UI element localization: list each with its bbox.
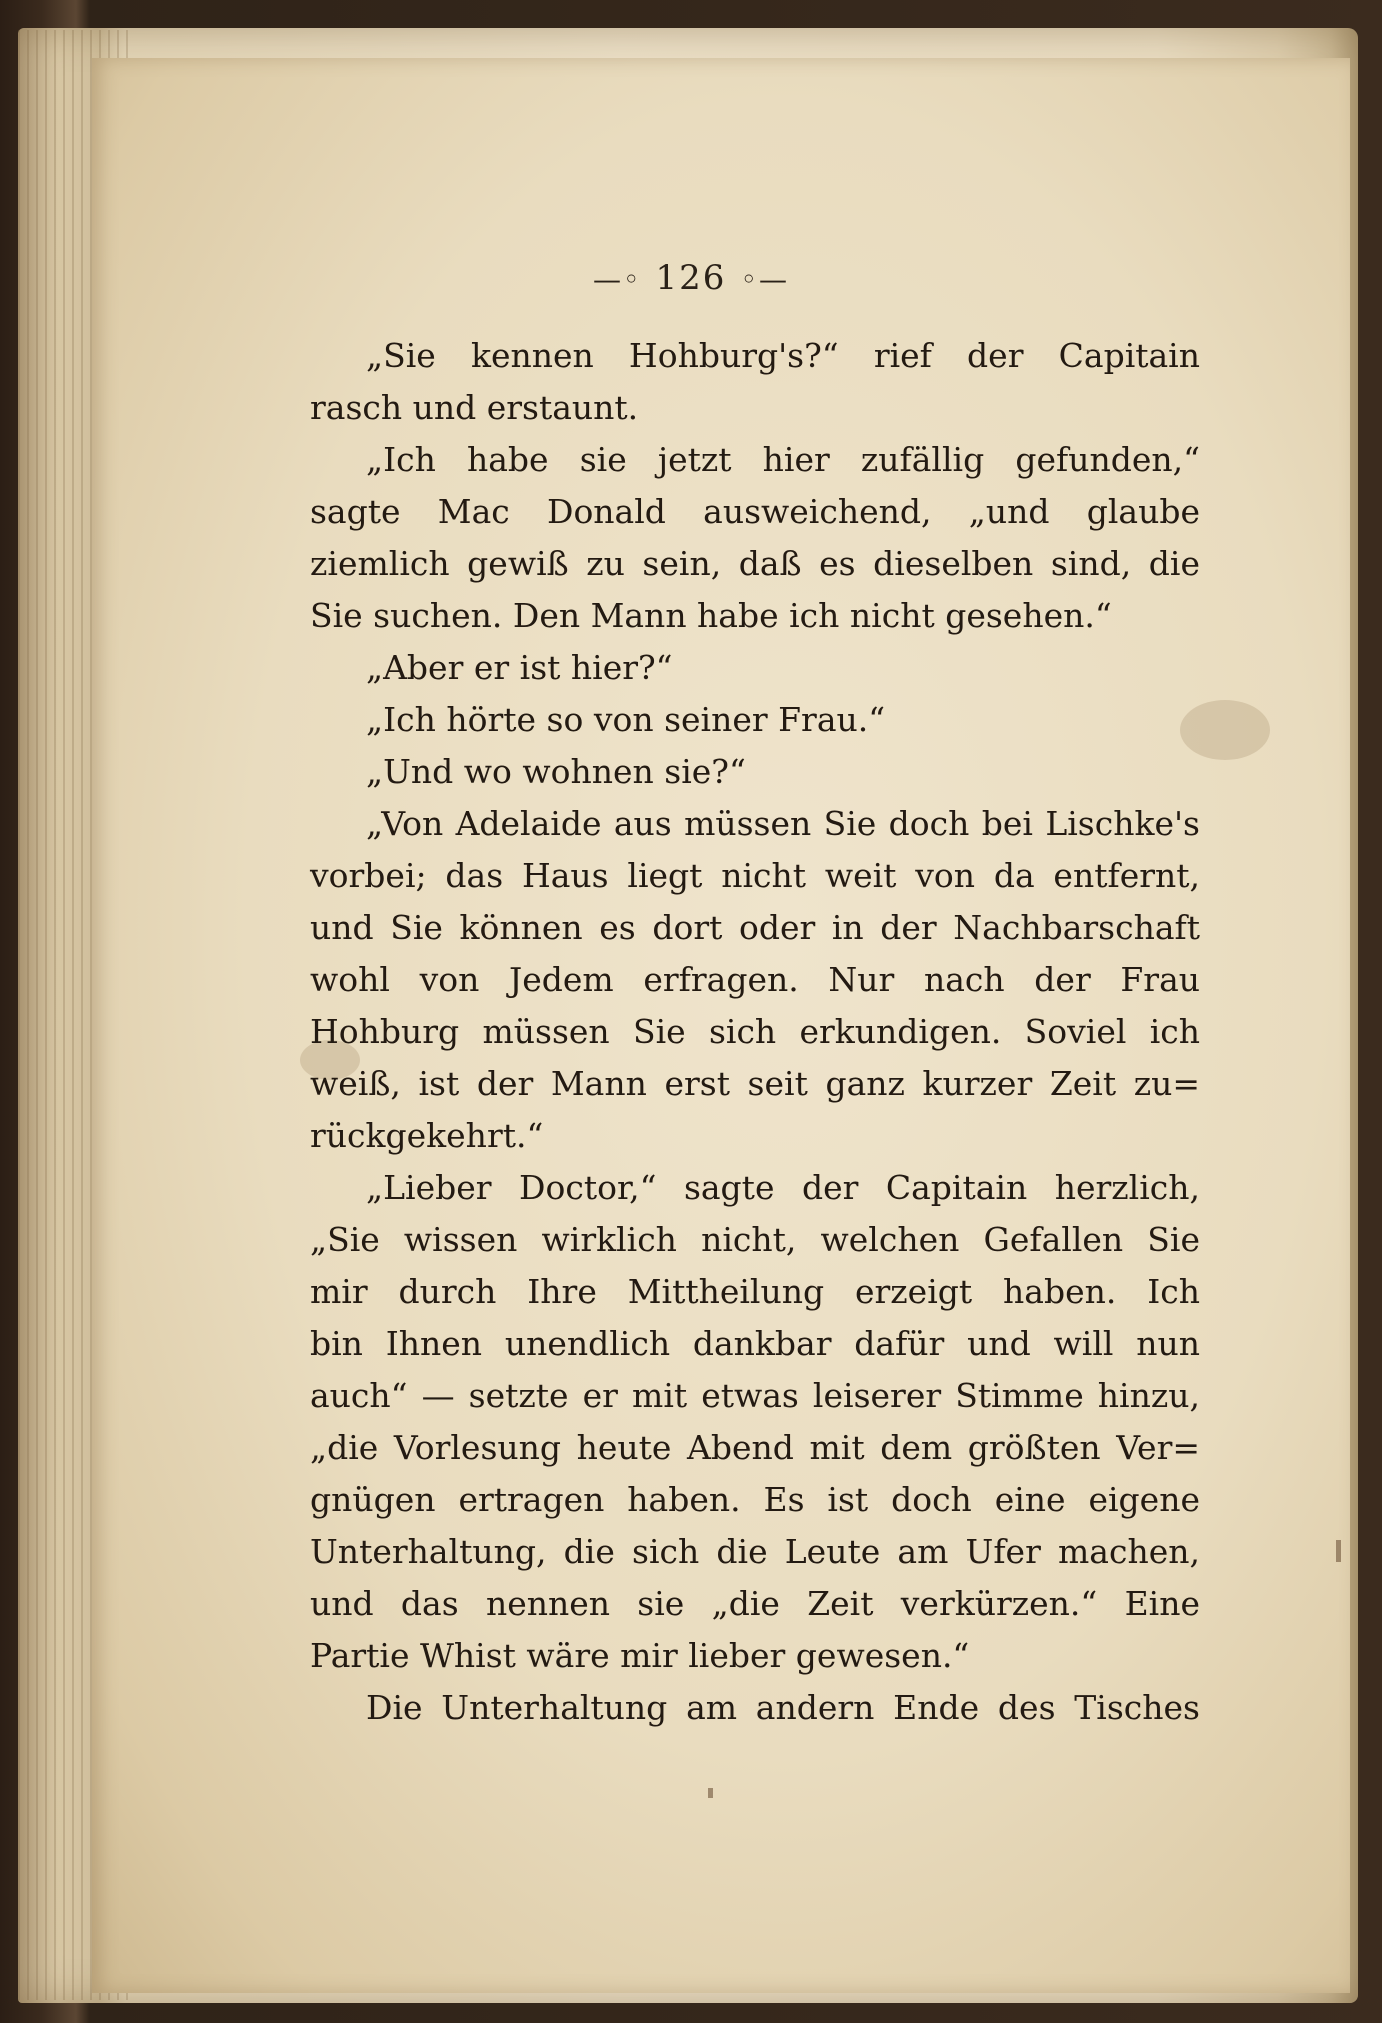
text-line: bin Ihnen unendlich dankbar dafür und will nun xyxy=(310,1324,1200,1363)
running-head xyxy=(0,258,1382,298)
running-head-right-ornament: ◦— xyxy=(740,263,789,296)
text-line: Hohburg müssen Sie sich erkundigen. Soviel ich xyxy=(310,1012,1200,1051)
text-line: „Ich hörte so von seiner Frau.“ xyxy=(366,700,886,739)
text-line: „Ich habe sie jetzt hier zufällig gefunden,“ xyxy=(366,440,1200,479)
text-line: „Aber er ist hier?“ xyxy=(366,648,673,687)
page-mark xyxy=(1336,1540,1341,1562)
page-mark xyxy=(708,1788,713,1798)
text-line: sagte Mac Donald ausweichend, „und glaube xyxy=(310,492,1200,531)
text-line: „Sie kennen Hohburg's?“ rief der Capitain xyxy=(366,336,1200,375)
text-line: „Von Adelaide aus müssen Sie doch bei Lischke's xyxy=(366,804,1200,843)
running-head-left-ornament: —◦ xyxy=(593,263,642,296)
text-line: Die Unterhaltung am andern Ende des Tisches xyxy=(366,1688,1200,1727)
text-line: rasch und erstaunt. xyxy=(310,388,639,427)
text-line: Sie suchen. Den Mann habe ich nicht gesehen.“ xyxy=(310,596,1112,635)
text-line: gnügen ertragen haben. Es ist doch eine eigene xyxy=(310,1480,1200,1519)
text-line: wohl von Jedem erfragen. Nur nach der Frau xyxy=(310,960,1200,999)
text-line: und Sie können es dort oder in der Nachbarschaft xyxy=(310,908,1200,947)
text-line: auch“ — setzte er mit etwas leiserer Stimme hinzu, xyxy=(310,1376,1200,1415)
text-line: vorbei; das Haus liegt nicht weit von da entfernt, xyxy=(310,856,1200,895)
text-line: Unterhaltung, die sich die Leute am Ufer machen, xyxy=(310,1532,1200,1571)
text-line: ziemlich gewiß zu sein, daß es dieselben sind, die xyxy=(310,544,1200,583)
text-line: „die Vorlesung heute Abend mit dem größten Ver= xyxy=(310,1428,1200,1467)
text-line: „Lieber Doctor,“ sagte der Capitain herzlich, xyxy=(366,1168,1200,1207)
text-line: Partie Whist wäre mir lieber gewesen.“ xyxy=(310,1636,970,1675)
text-line: mir durch Ihre Mittheilung erzeigt haben. Ich xyxy=(310,1272,1200,1311)
body-text xyxy=(310,330,1200,1734)
text-line: „Sie wissen wirklich nicht, welchen Gefallen Sie xyxy=(310,1220,1200,1259)
text-line: rückgekehrt.“ xyxy=(310,1116,544,1155)
text-line: und das nennen sie „die Zeit verkürzen.“ Eine xyxy=(310,1584,1200,1623)
text-line: weiß, ist der Mann erst seit ganz kurzer Zeit zu= xyxy=(310,1064,1200,1103)
page-number: 126 xyxy=(655,258,727,298)
text-line: „Und wo wohnen sie?“ xyxy=(366,752,746,791)
